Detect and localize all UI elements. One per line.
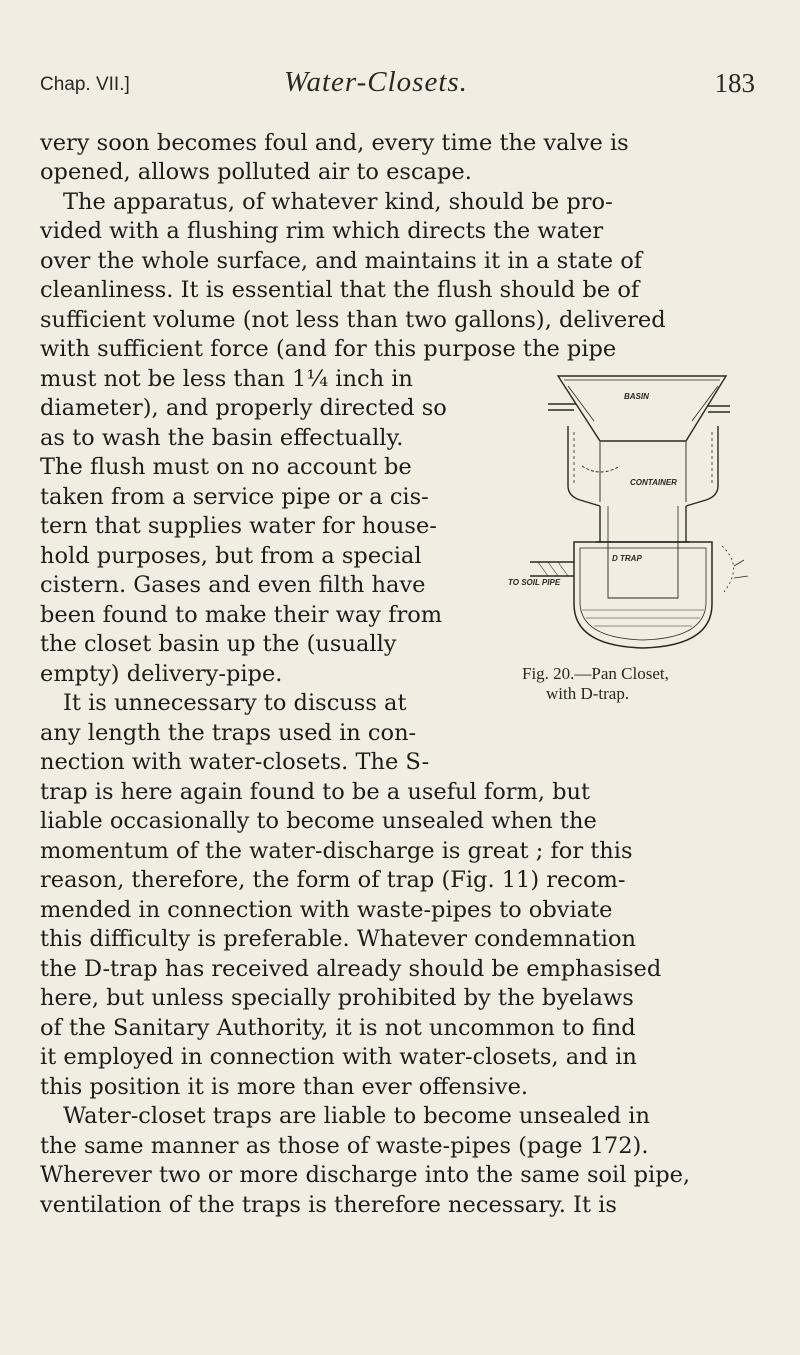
text-line: as to wash the basin effectually. — [40, 425, 404, 451]
text-line: momentum of the water-discharge is great ; for this — [40, 838, 633, 864]
text-line: this difficulty is preferable. Whatever condemnation — [40, 926, 636, 952]
text-line: of the Sanitary Authority, it is not uncommon to find — [40, 1015, 636, 1041]
text-line: liable occasionally to become unsealed when the — [40, 808, 597, 834]
text-line: been found to make their way from — [40, 602, 443, 628]
text-line: opened, allows polluted air to escape. — [40, 159, 472, 185]
running-header — [40, 62, 755, 102]
text-line: with sufficient force (and for this purpose the pipe — [40, 336, 617, 362]
text-line: The apparatus, of whatever kind, should be pro- — [63, 189, 613, 215]
text-line: very soon becomes foul and, every time the valve is — [40, 130, 629, 156]
page-number: 183 — [714, 68, 755, 98]
text-line: tern that supplies water for house- — [40, 513, 437, 539]
text-line: must not be less than 1¼ inch in — [40, 366, 413, 392]
text-line: Wherever two or more discharge into the same soil pipe, — [40, 1162, 691, 1188]
text-line: mended in connection with waste-pipes to obviate — [40, 897, 613, 923]
text-line: the closet basin up the (usually — [40, 631, 397, 657]
label-container: CONTAINER — [630, 478, 677, 487]
text-line: this position it is more than ever offensive. — [40, 1074, 529, 1100]
text-line: The flush must on no account be — [40, 454, 412, 480]
text-line: vided with a flushing rim which directs the water — [40, 218, 604, 244]
figure-caption: Fig. 20.—Pan Closet, — [522, 664, 669, 683]
text-line: over the whole surface, and maintains it in a state of — [40, 248, 643, 274]
text-line: the D-trap has received already should be emphasised — [40, 956, 662, 982]
text-line: taken from a service pipe or a cis- — [40, 484, 429, 510]
text-line: reason, therefore, the form of trap (Fig. 11) recom- — [40, 867, 626, 893]
chapter-label: Chap. VII.] — [40, 74, 130, 95]
text-line: trap is here again found to be a useful form, but — [40, 779, 591, 805]
text-line: Water-closet traps are liable to become unsealed in — [63, 1103, 650, 1129]
text-line: here, but unless specially prohibited by the byelaws — [40, 985, 634, 1011]
text-line: cleanliness. It is essential that the flush should be of — [40, 277, 640, 303]
text-line: sufficient volume (not less than two gallons), delivered — [40, 307, 666, 333]
label-d-trap: D TRAP — [612, 554, 642, 563]
pan-closet-figure — [508, 366, 770, 710]
text-line: nection with water-closets. The S- — [40, 749, 430, 775]
label-basin: BASIN — [624, 392, 649, 401]
label-soil-pipe: TO SOIL PIPE — [508, 578, 561, 587]
text-line: it employed in connection with water-closets, and in — [40, 1044, 637, 1070]
pan-closet-illustration — [508, 366, 770, 666]
text-line: cistern. Gases and even filth have — [40, 572, 426, 598]
figure-caption-continued: with D-trap. — [546, 684, 630, 703]
text-line: It is unnecessary to discuss at — [63, 690, 407, 716]
text-line: any length the traps used in con- — [40, 720, 417, 746]
text-line: the same manner as those of waste-pipes (page 172). — [40, 1133, 649, 1159]
text-line: ventilation of the traps is therefore necessary. It is — [40, 1192, 617, 1218]
text-line: empty) delivery-pipe. — [40, 661, 283, 687]
text-line: diameter), and properly directed so — [40, 395, 447, 421]
running-title: Water-Closets. — [284, 66, 468, 98]
text-line: hold purposes, but from a special — [40, 543, 422, 569]
